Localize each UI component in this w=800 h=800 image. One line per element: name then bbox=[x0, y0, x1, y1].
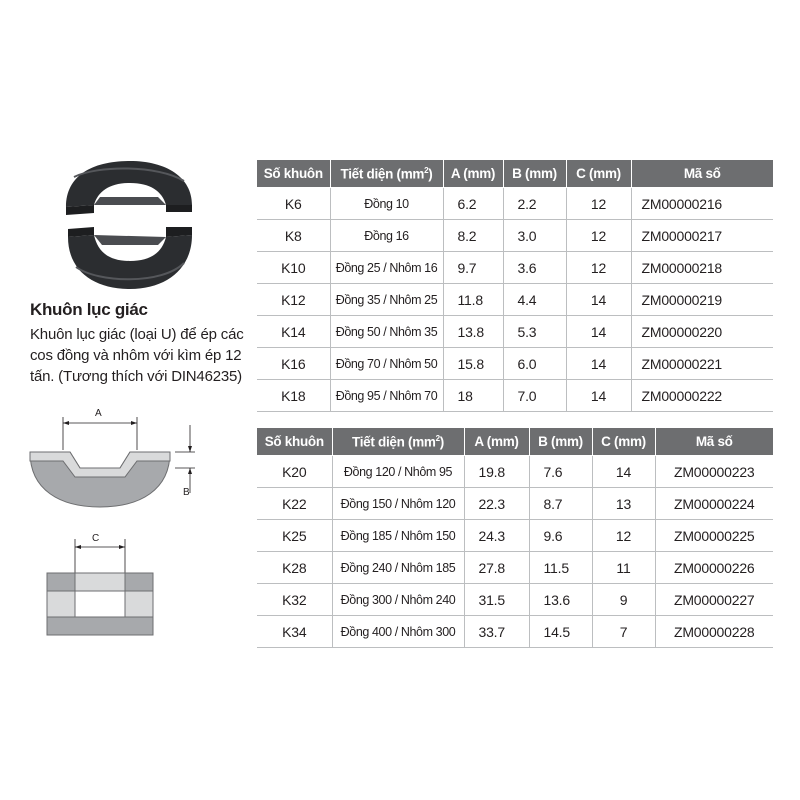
cell-code: ZM00000218 bbox=[631, 252, 773, 284]
cell-c: 14 bbox=[592, 456, 655, 488]
cell-cross-section: Đồng 400 / Nhôm 300 bbox=[332, 616, 464, 648]
spec-table-2 bbox=[257, 428, 773, 648]
col-header-code: Mã số bbox=[655, 428, 773, 456]
cell-die-no: K32 bbox=[257, 584, 332, 616]
col-header-a: A (mm) bbox=[443, 160, 503, 188]
cell-code: ZM00000216 bbox=[631, 188, 773, 220]
table-row bbox=[257, 252, 773, 284]
cell-cross-section: Đồng 300 / Nhôm 240 bbox=[332, 584, 464, 616]
cell-a: 9.7 bbox=[443, 252, 503, 284]
table-row bbox=[257, 380, 773, 412]
cell-cross-section: Đồng 16 bbox=[330, 220, 443, 252]
cell-b: 14.5 bbox=[529, 616, 592, 648]
cell-c: 14 bbox=[566, 316, 631, 348]
table-row bbox=[257, 584, 773, 616]
cell-die-no: K10 bbox=[257, 252, 330, 284]
cell-die-no: K28 bbox=[257, 552, 332, 584]
cell-code: ZM00000221 bbox=[631, 348, 773, 380]
cell-die-no: K6 bbox=[257, 188, 330, 220]
cell-cross-section: Đồng 70 / Nhôm 50 bbox=[330, 348, 443, 380]
table-row bbox=[257, 552, 773, 584]
cell-a: 19.8 bbox=[464, 456, 529, 488]
cell-a: 15.8 bbox=[443, 348, 503, 380]
cell-die-no: K14 bbox=[257, 316, 330, 348]
cell-b: 3.0 bbox=[503, 220, 566, 252]
dimension-a-label: A bbox=[95, 408, 102, 419]
spec-table-1 bbox=[257, 160, 773, 412]
col-header-c: C (mm) bbox=[566, 160, 631, 188]
cell-c: 7 bbox=[592, 616, 655, 648]
cell-b: 8.7 bbox=[529, 488, 592, 520]
col-header-cross-section: Tiết diện $(mm^2)$ bbox=[332, 428, 464, 456]
die-side-drawing bbox=[45, 535, 175, 645]
dimension-c-label: C bbox=[92, 533, 100, 544]
table-row bbox=[257, 316, 773, 348]
table-row bbox=[257, 348, 773, 380]
cell-die-no: K8 bbox=[257, 220, 330, 252]
cell-a: 18 bbox=[443, 380, 503, 412]
cell-a: 11.8 bbox=[443, 284, 503, 316]
cell-code: ZM00000226 bbox=[655, 552, 773, 584]
cell-die-no: K20 bbox=[257, 456, 332, 488]
cell-c: 11 bbox=[592, 552, 655, 584]
cell-b: 7.6 bbox=[529, 456, 592, 488]
cell-cross-section: Đồng 185 / Nhôm 150 bbox=[332, 520, 464, 552]
cell-c: 14 bbox=[566, 380, 631, 412]
cell-code: ZM00000223 bbox=[655, 456, 773, 488]
cell-cross-section: Đồng 10 bbox=[330, 188, 443, 220]
cell-cross-section: Đồng 35 / Nhôm 25 bbox=[330, 284, 443, 316]
cell-code: ZM00000219 bbox=[631, 284, 773, 316]
cell-a: 27.8 bbox=[464, 552, 529, 584]
cell-code: ZM00000224 bbox=[655, 488, 773, 520]
cell-b: 9.6 bbox=[529, 520, 592, 552]
cell-a: 22.3 bbox=[464, 488, 529, 520]
cell-c: 14 bbox=[566, 284, 631, 316]
cell-die-no: K12 bbox=[257, 284, 330, 316]
cell-cross-section: Đồng 25 / Nhôm 16 bbox=[330, 252, 443, 284]
cell-b: 3.6 bbox=[503, 252, 566, 284]
cell-cross-section: Đồng 95 / Nhôm 70 bbox=[330, 380, 443, 412]
cell-code: ZM00000222 bbox=[631, 380, 773, 412]
cell-c: 14 bbox=[566, 348, 631, 380]
cell-a: 6.2 bbox=[443, 188, 503, 220]
dimension-b-label: B bbox=[183, 487, 190, 498]
cell-code: ZM00000227 bbox=[655, 584, 773, 616]
cell-b: 11.5 bbox=[529, 552, 592, 584]
col-header-die-no: Số khuôn bbox=[257, 160, 330, 188]
col-header-die-no: Số khuôn bbox=[257, 428, 332, 456]
cell-cross-section: Đồng 150 / Nhôm 120 bbox=[332, 488, 464, 520]
cell-c: 9 bbox=[592, 584, 655, 616]
col-header-cross-section: Tiết diện $(mm^2)$ bbox=[330, 160, 443, 188]
cell-die-no: K22 bbox=[257, 488, 332, 520]
cell-c: 12 bbox=[566, 188, 631, 220]
col-header-code: Mã số bbox=[631, 160, 773, 188]
table-row bbox=[257, 616, 773, 648]
cell-c: 12 bbox=[566, 220, 631, 252]
cell-c: 12 bbox=[592, 520, 655, 552]
table-row bbox=[257, 188, 773, 220]
cell-a: 24.3 bbox=[464, 520, 529, 552]
table-header-row bbox=[257, 160, 773, 188]
cell-a: 31.5 bbox=[464, 584, 529, 616]
cell-code: ZM00000220 bbox=[631, 316, 773, 348]
cell-cross-section: Đồng 50 / Nhôm 35 bbox=[330, 316, 443, 348]
cell-code: ZM00000217 bbox=[631, 220, 773, 252]
hexagon-die-photo bbox=[58, 155, 198, 295]
cell-cross-section: Đồng 240 / Nhôm 185 bbox=[332, 552, 464, 584]
cell-code: ZM00000228 bbox=[655, 616, 773, 648]
col-header-c: C (mm) bbox=[592, 428, 655, 456]
cell-b: 4.4 bbox=[503, 284, 566, 316]
cell-a: 33.7 bbox=[464, 616, 529, 648]
table-row bbox=[257, 520, 773, 552]
table-header-row bbox=[257, 428, 773, 456]
cell-c: 13 bbox=[592, 488, 655, 520]
cell-b: 13.6 bbox=[529, 584, 592, 616]
table-row bbox=[257, 220, 773, 252]
col-header-a: A (mm) bbox=[464, 428, 529, 456]
table-row bbox=[257, 284, 773, 316]
table-row bbox=[257, 456, 773, 488]
cell-code: ZM00000225 bbox=[655, 520, 773, 552]
cell-b: 7.0 bbox=[503, 380, 566, 412]
cell-die-no: K18 bbox=[257, 380, 330, 412]
product-title: Khuôn lục giác bbox=[30, 300, 148, 319]
col-header-b: B (mm) bbox=[529, 428, 592, 456]
cell-a: 8.2 bbox=[443, 220, 503, 252]
cell-die-no: K34 bbox=[257, 616, 332, 648]
col-header-b: B (mm) bbox=[503, 160, 566, 188]
cell-b: 6.0 bbox=[503, 348, 566, 380]
cell-a: 13.8 bbox=[443, 316, 503, 348]
cell-die-no: K16 bbox=[257, 348, 330, 380]
table-row bbox=[257, 488, 773, 520]
cell-c: 12 bbox=[566, 252, 631, 284]
cell-b: 2.2 bbox=[503, 188, 566, 220]
cell-cross-section: Đồng 120 / Nhôm 95 bbox=[332, 456, 464, 488]
cell-die-no: K25 bbox=[257, 520, 332, 552]
product-description: Khuôn lục giác (loại U) để ép các cos đồng và nhôm với kìm ép 12 tấn. (Tương thích với DIN46235) bbox=[30, 326, 244, 385]
cell-b: 5.3 bbox=[503, 316, 566, 348]
die-front-drawing bbox=[25, 405, 205, 515]
